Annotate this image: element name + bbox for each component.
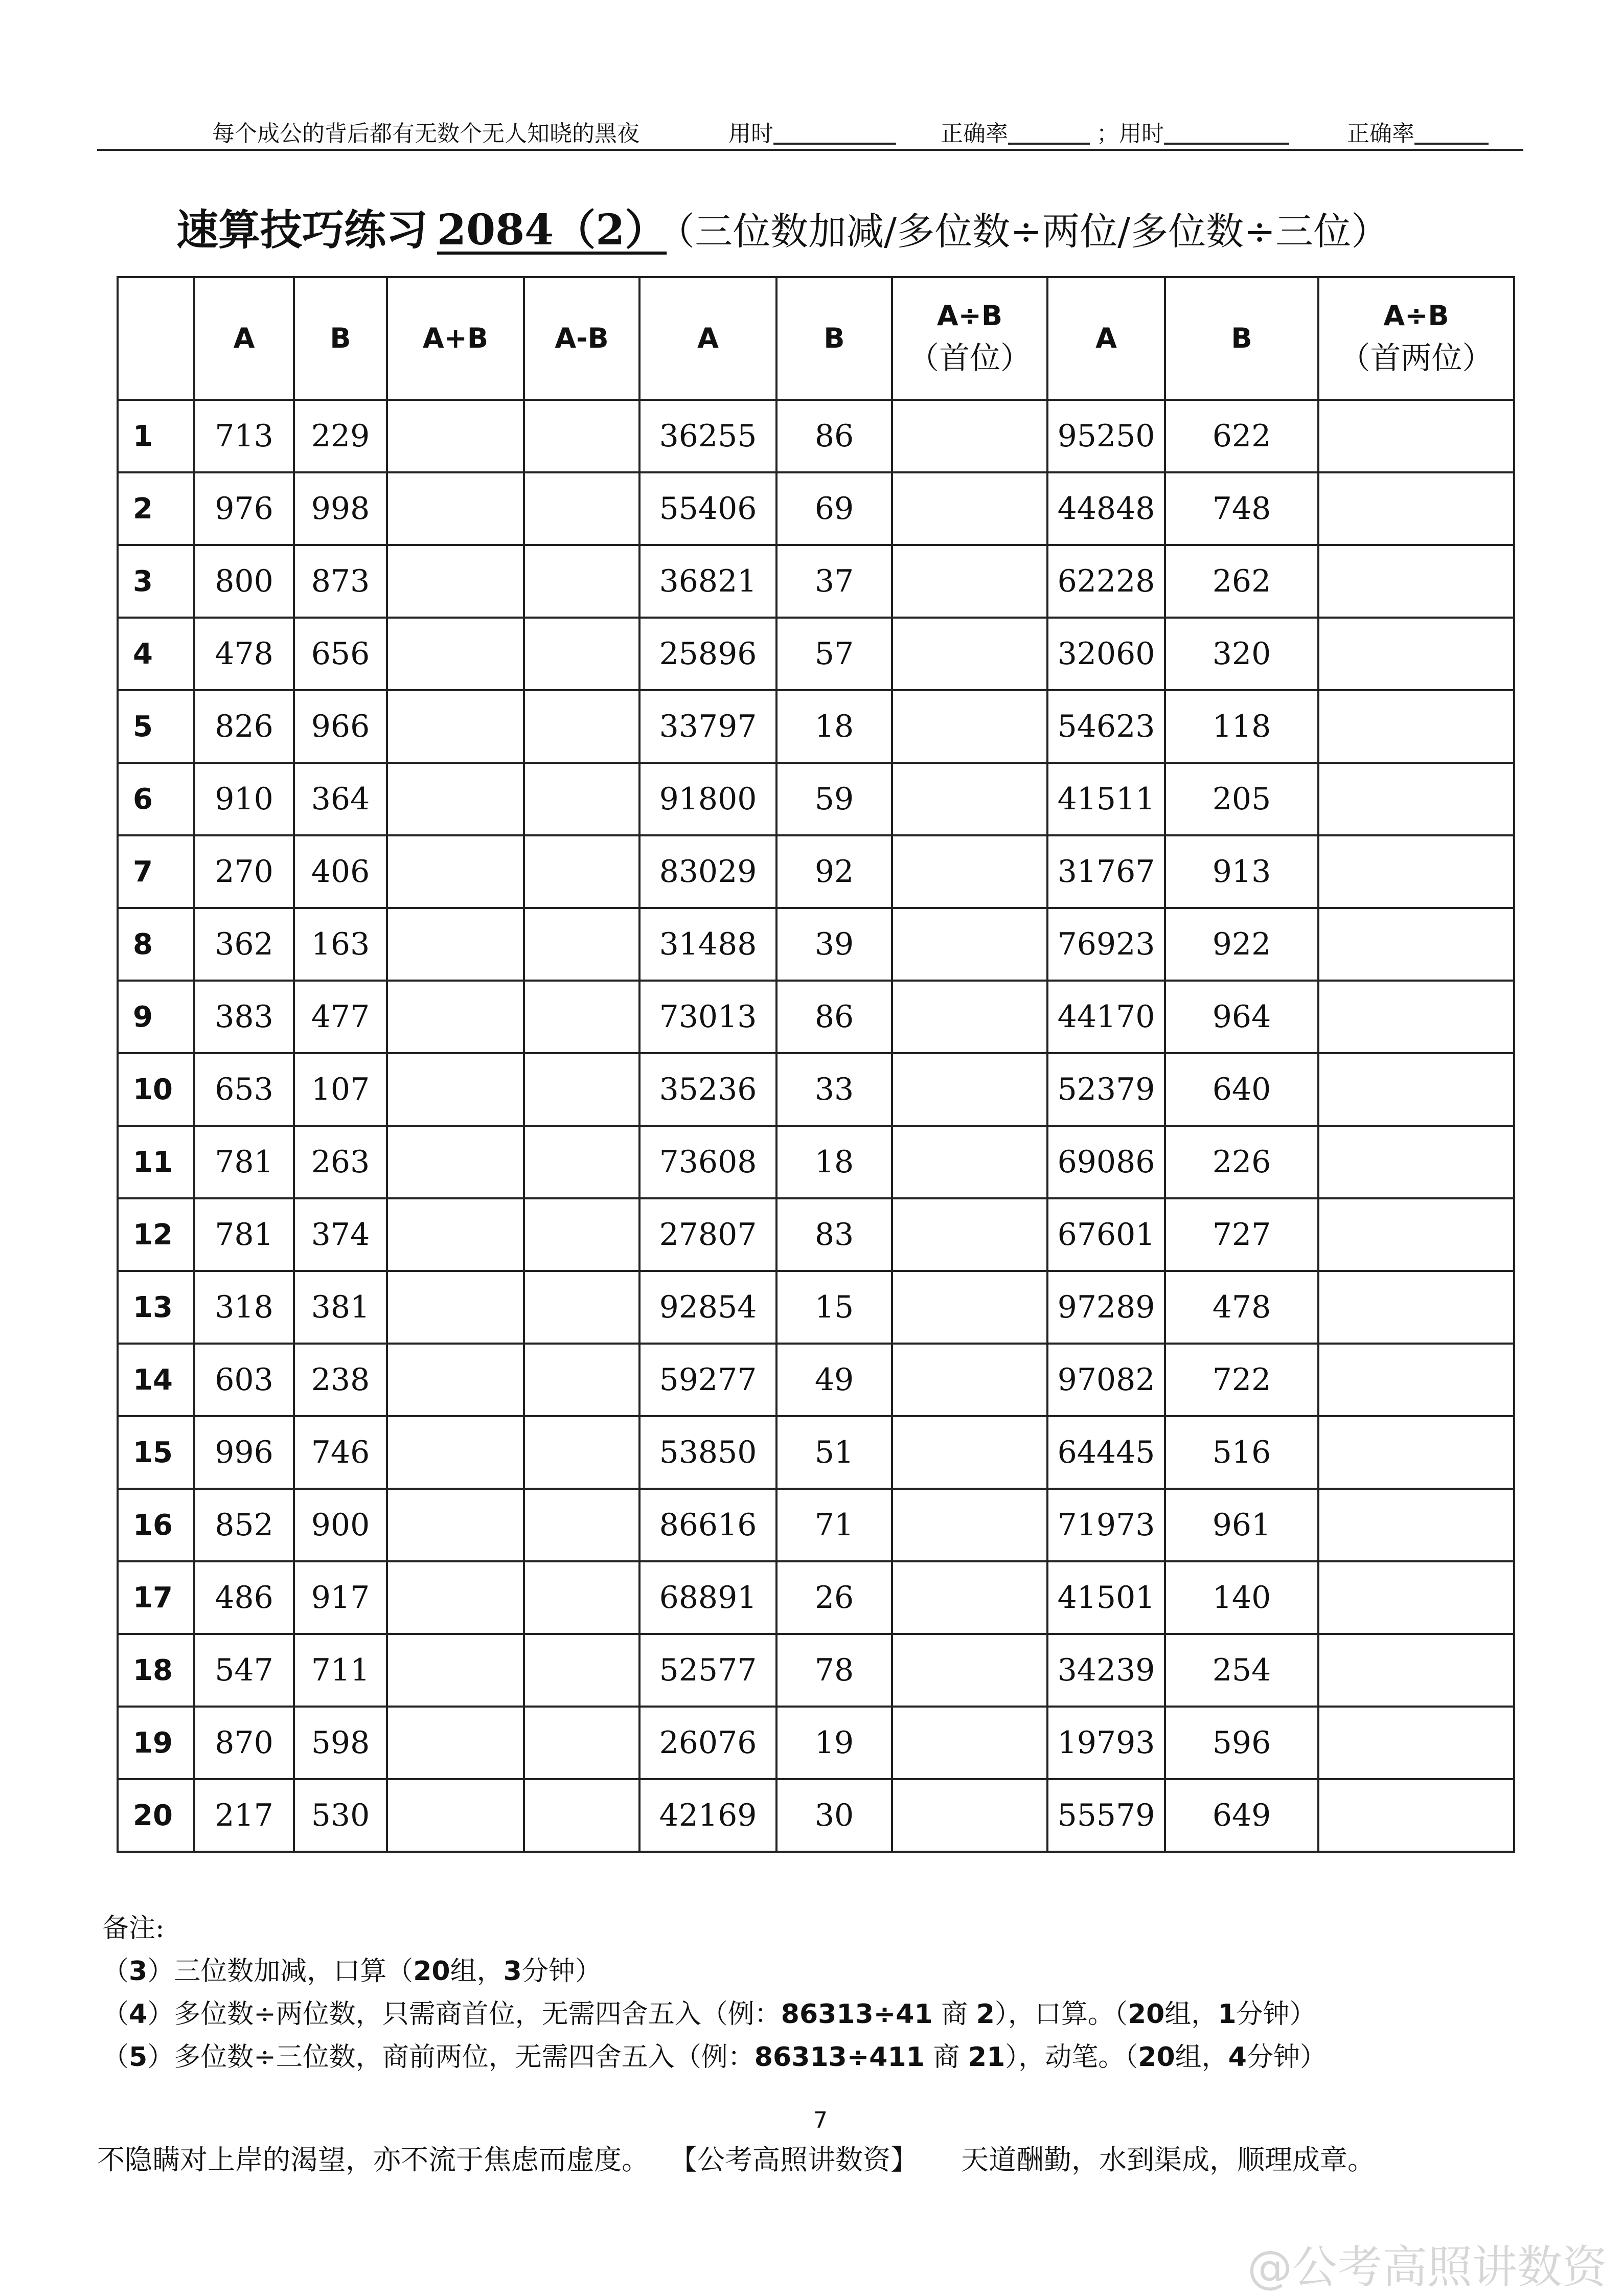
title-number: 2084（2） bbox=[437, 206, 667, 255]
header-b-add: B bbox=[294, 277, 387, 400]
cell-a3: 64445 bbox=[1047, 1416, 1165, 1489]
cell-quot1-answer[interactable] bbox=[892, 1271, 1047, 1344]
cell-b2: 69 bbox=[776, 472, 892, 545]
cell-b1: 263 bbox=[294, 1126, 387, 1198]
cell-diff-answer[interactable] bbox=[524, 835, 639, 908]
page-title bbox=[176, 197, 1389, 258]
table-row bbox=[118, 1198, 1514, 1271]
cell-a2: 91800 bbox=[639, 763, 776, 835]
cell-sum-answer[interactable] bbox=[387, 1489, 524, 1561]
cell-quot2-answer[interactable] bbox=[1318, 763, 1514, 835]
table-row bbox=[118, 545, 1514, 618]
cell-a1: 826 bbox=[194, 690, 294, 763]
cell-b3: 649 bbox=[1165, 1779, 1318, 1852]
cell-quot2-answer[interactable] bbox=[1318, 1053, 1514, 1126]
header-a-div-b-first-digit: A÷B （首位） bbox=[892, 277, 1047, 400]
header-b-div3: B bbox=[1165, 277, 1318, 400]
cell-a1: 996 bbox=[194, 1416, 294, 1489]
cell-b2: 83 bbox=[776, 1198, 892, 1271]
rownum: 3 bbox=[118, 545, 194, 618]
cell-b2: 86 bbox=[776, 400, 892, 472]
cell-a3: 19793 bbox=[1047, 1707, 1165, 1779]
cell-b1: 656 bbox=[294, 618, 387, 690]
cell-quot1-answer[interactable] bbox=[892, 1198, 1047, 1271]
cell-a1: 653 bbox=[194, 1053, 294, 1126]
table-row bbox=[118, 618, 1514, 690]
cell-a1: 318 bbox=[194, 1271, 294, 1344]
cell-quot1-answer[interactable] bbox=[892, 1126, 1047, 1198]
cell-a2: 42169 bbox=[639, 1779, 776, 1852]
cell-b1: 381 bbox=[294, 1271, 387, 1344]
cell-b1: 229 bbox=[294, 400, 387, 472]
cell-a3: 67601 bbox=[1047, 1198, 1165, 1271]
time-field-1: 用时 bbox=[728, 115, 773, 148]
cell-diff-answer[interactable] bbox=[524, 618, 639, 690]
cell-diff-answer[interactable] bbox=[524, 472, 639, 545]
cell-a1: 976 bbox=[194, 472, 294, 545]
cell-a3: 97289 bbox=[1047, 1271, 1165, 1344]
cell-quot1-answer[interactable] bbox=[892, 400, 1047, 472]
cell-sum-answer[interactable] bbox=[387, 618, 524, 690]
cell-b1: 598 bbox=[294, 1707, 387, 1779]
cell-a3: 41501 bbox=[1047, 1561, 1165, 1634]
cell-b3: 964 bbox=[1165, 981, 1318, 1053]
cell-quot2-answer[interactable] bbox=[1318, 618, 1514, 690]
cell-b1: 746 bbox=[294, 1416, 387, 1489]
cell-b2: 19 bbox=[776, 1707, 892, 1779]
cell-sum-answer[interactable] bbox=[387, 981, 524, 1053]
cell-a3: 55579 bbox=[1047, 1779, 1165, 1852]
cell-a1: 486 bbox=[194, 1561, 294, 1634]
cell-b2: 71 bbox=[776, 1489, 892, 1561]
cell-sum-answer[interactable] bbox=[387, 1344, 524, 1416]
rownum: 18 bbox=[118, 1634, 194, 1707]
cell-b1: 917 bbox=[294, 1561, 387, 1634]
cell-a3: 44170 bbox=[1047, 981, 1165, 1053]
table-row bbox=[118, 690, 1514, 763]
cell-b1: 163 bbox=[294, 908, 387, 981]
cell-a3: 54623 bbox=[1047, 690, 1165, 763]
rownum: 11 bbox=[118, 1126, 194, 1198]
cell-sum-answer[interactable] bbox=[387, 690, 524, 763]
cell-a2: 53850 bbox=[639, 1416, 776, 1489]
cell-b2: 86 bbox=[776, 981, 892, 1053]
cell-diff-answer[interactable] bbox=[524, 1416, 639, 1489]
cell-quot2-answer[interactable] bbox=[1318, 472, 1514, 545]
rownum: 19 bbox=[118, 1707, 194, 1779]
cell-a3: 31767 bbox=[1047, 835, 1165, 908]
page-header bbox=[97, 110, 1523, 151]
rownum: 7 bbox=[118, 835, 194, 908]
notes-section bbox=[102, 1907, 1327, 2079]
table-body bbox=[118, 400, 1514, 1852]
cell-b1: 238 bbox=[294, 1344, 387, 1416]
note-item-4: （4）多位数÷两位数，只需商首位，无需四舍五入（例：86313÷41 商 2），口算。（20组，1分钟） bbox=[102, 1999, 1316, 2030]
cell-sum-answer[interactable] bbox=[387, 835, 524, 908]
cell-b1: 477 bbox=[294, 981, 387, 1053]
cell-b3: 748 bbox=[1165, 472, 1318, 545]
cell-quot2-answer[interactable] bbox=[1318, 1779, 1514, 1852]
cell-quot2-answer[interactable] bbox=[1318, 1634, 1514, 1707]
cell-quot1-answer[interactable] bbox=[892, 1779, 1047, 1852]
cell-b1: 711 bbox=[294, 1634, 387, 1707]
cell-a2: 36821 bbox=[639, 545, 776, 618]
rownum: 2 bbox=[118, 472, 194, 545]
cell-a2: 92854 bbox=[639, 1271, 776, 1344]
cell-b1: 364 bbox=[294, 763, 387, 835]
rownum: 16 bbox=[118, 1489, 194, 1561]
table-row bbox=[118, 763, 1514, 835]
cell-quot1-answer[interactable] bbox=[892, 763, 1047, 835]
cell-sum-answer[interactable] bbox=[387, 1126, 524, 1198]
cell-a2: 35236 bbox=[639, 1053, 776, 1126]
title-main: 速算技巧练习 bbox=[176, 206, 428, 255]
cell-a2: 25896 bbox=[639, 618, 776, 690]
cell-quot1-answer[interactable] bbox=[892, 1634, 1047, 1707]
header-motto: 每个成公的背后都有无数个无人知晓的黑夜 bbox=[212, 121, 639, 147]
cell-b1: 900 bbox=[294, 1489, 387, 1561]
cell-a3: 34239 bbox=[1047, 1634, 1165, 1707]
cell-quot1-answer[interactable] bbox=[892, 1344, 1047, 1416]
cell-diff-answer[interactable] bbox=[524, 1344, 639, 1416]
cell-diff-answer[interactable] bbox=[524, 400, 639, 472]
table-row bbox=[118, 400, 1514, 472]
cell-b2: 30 bbox=[776, 1779, 892, 1852]
cell-a1: 781 bbox=[194, 1126, 294, 1198]
table-row bbox=[118, 1561, 1514, 1634]
cell-sum-answer[interactable] bbox=[387, 1416, 524, 1489]
cell-diff-answer[interactable] bbox=[524, 1779, 639, 1852]
cell-b2: 33 bbox=[776, 1053, 892, 1126]
cell-b1: 107 bbox=[294, 1053, 387, 1126]
table-header-row bbox=[118, 277, 1514, 400]
cell-a3: 76923 bbox=[1047, 908, 1165, 981]
note-item-5: （5）多位数÷三位数，商前两位，无需四舍五入（例：86313÷411 商 21），动笔。（20组，4分钟） bbox=[102, 2042, 1327, 2073]
table-row bbox=[118, 835, 1514, 908]
header-b-div2: B bbox=[776, 277, 892, 400]
cell-quot2-answer[interactable] bbox=[1318, 1271, 1514, 1344]
cell-a3: 62228 bbox=[1047, 545, 1165, 618]
header-index bbox=[118, 277, 194, 400]
cell-a1: 781 bbox=[194, 1198, 294, 1271]
page-number: 7 bbox=[813, 2107, 828, 2133]
cell-quot1-answer[interactable] bbox=[892, 1416, 1047, 1489]
header-a-minus-b: A-B bbox=[524, 277, 639, 400]
table-row bbox=[118, 472, 1514, 545]
cell-quot2-answer[interactable] bbox=[1318, 1489, 1514, 1561]
table-row bbox=[118, 981, 1514, 1053]
cell-diff-answer[interactable] bbox=[524, 690, 639, 763]
cell-a2: 83029 bbox=[639, 835, 776, 908]
cell-sum-answer[interactable] bbox=[387, 1634, 524, 1707]
cell-a3: 71973 bbox=[1047, 1489, 1165, 1561]
cell-b1: 966 bbox=[294, 690, 387, 763]
cell-quot2-answer[interactable] bbox=[1318, 690, 1514, 763]
notes-title: 备注: bbox=[102, 1913, 165, 1944]
header-a-plus-b: A+B bbox=[387, 277, 524, 400]
cell-diff-answer[interactable] bbox=[524, 1707, 639, 1779]
cell-b3: 722 bbox=[1165, 1344, 1318, 1416]
cell-b3: 640 bbox=[1165, 1053, 1318, 1126]
cell-diff-answer[interactable] bbox=[524, 981, 639, 1053]
cell-diff-answer[interactable] bbox=[524, 1561, 639, 1634]
header-a-div3: A bbox=[1047, 277, 1165, 400]
cell-b1: 374 bbox=[294, 1198, 387, 1271]
cell-b1: 873 bbox=[294, 545, 387, 618]
table-row bbox=[118, 1053, 1514, 1126]
cell-quot1-answer[interactable] bbox=[892, 835, 1047, 908]
cell-sum-answer[interactable] bbox=[387, 400, 524, 472]
header-a-div2: A bbox=[639, 277, 776, 400]
cell-sum-answer[interactable] bbox=[387, 545, 524, 618]
cell-b2: 18 bbox=[776, 690, 892, 763]
rownum: 9 bbox=[118, 981, 194, 1053]
cell-b2: 39 bbox=[776, 908, 892, 981]
cell-a2: 59277 bbox=[639, 1344, 776, 1416]
cell-diff-answer[interactable] bbox=[524, 1198, 639, 1271]
title-subtitle: （三位数加减/多位数÷两位/多位数÷三位） bbox=[676, 210, 1389, 254]
rownum: 10 bbox=[118, 1053, 194, 1126]
cell-quot2-answer[interactable] bbox=[1318, 400, 1514, 472]
cell-sum-answer[interactable] bbox=[387, 1779, 524, 1852]
table-row bbox=[118, 1634, 1514, 1707]
cell-sum-answer[interactable] bbox=[387, 472, 524, 545]
cell-diff-answer[interactable] bbox=[524, 908, 639, 981]
cell-quot2-answer[interactable] bbox=[1318, 908, 1514, 981]
cell-b3: 254 bbox=[1165, 1634, 1318, 1707]
cell-b2: 92 bbox=[776, 835, 892, 908]
cell-b3: 140 bbox=[1165, 1561, 1318, 1634]
cell-a3: 69086 bbox=[1047, 1126, 1165, 1198]
cell-diff-answer[interactable] bbox=[524, 1271, 639, 1344]
cell-quot1-answer[interactable] bbox=[892, 908, 1047, 981]
cell-quot1-answer[interactable] bbox=[892, 981, 1047, 1053]
cell-b3: 622 bbox=[1165, 400, 1318, 472]
cell-sum-answer[interactable] bbox=[387, 1561, 524, 1634]
cell-quot1-answer[interactable] bbox=[892, 1053, 1047, 1126]
rownum: 17 bbox=[118, 1561, 194, 1634]
cell-quot2-answer[interactable] bbox=[1318, 545, 1514, 618]
cell-quot1-answer[interactable] bbox=[892, 1707, 1047, 1779]
cell-b2: 59 bbox=[776, 763, 892, 835]
cell-b3: 226 bbox=[1165, 1126, 1318, 1198]
footer-left: 不隐瞒对上岸的渴望，亦不流于焦虑而虚度。 bbox=[97, 2144, 649, 2176]
cell-diff-answer[interactable] bbox=[524, 763, 639, 835]
cell-a3: 95250 bbox=[1047, 400, 1165, 472]
cell-b3: 922 bbox=[1165, 908, 1318, 981]
cell-diff-answer[interactable] bbox=[524, 1634, 639, 1707]
rownum: 8 bbox=[118, 908, 194, 981]
note-item-3: （3）三位数加减，口算（20组，3分钟） bbox=[102, 1956, 602, 1987]
watermark: @公考高照讲数资 bbox=[1247, 2241, 1608, 2293]
cell-a2: 73608 bbox=[639, 1126, 776, 1198]
cell-quot2-answer[interactable] bbox=[1318, 1126, 1514, 1198]
cell-diff-answer[interactable] bbox=[524, 545, 639, 618]
cell-b3: 913 bbox=[1165, 835, 1318, 908]
table-row bbox=[118, 908, 1514, 981]
cell-quot1-answer[interactable] bbox=[892, 618, 1047, 690]
cell-quot1-answer[interactable] bbox=[892, 545, 1047, 618]
cell-a2: 68891 bbox=[639, 1561, 776, 1634]
cell-a1: 478 bbox=[194, 618, 294, 690]
cell-a1: 852 bbox=[194, 1489, 294, 1561]
cell-b2: 26 bbox=[776, 1561, 892, 1634]
cell-b3: 961 bbox=[1165, 1489, 1318, 1561]
table-row bbox=[118, 1344, 1514, 1416]
cell-sum-answer[interactable] bbox=[387, 908, 524, 981]
cell-quot2-answer[interactable] bbox=[1318, 1561, 1514, 1634]
cell-b1: 406 bbox=[294, 835, 387, 908]
cell-a2: 31488 bbox=[639, 908, 776, 981]
cell-sum-answer[interactable] bbox=[387, 1053, 524, 1126]
cell-a2: 36255 bbox=[639, 400, 776, 472]
cell-a2: 26076 bbox=[639, 1707, 776, 1779]
cell-b2: 37 bbox=[776, 545, 892, 618]
cell-diff-answer[interactable] bbox=[524, 1053, 639, 1126]
accuracy-field-2: 正确率 bbox=[1347, 115, 1414, 148]
cell-a2: 73013 bbox=[639, 981, 776, 1053]
cell-b3: 478 bbox=[1165, 1271, 1318, 1344]
cell-quot1-answer[interactable] bbox=[892, 1489, 1047, 1561]
cell-quot2-answer[interactable] bbox=[1318, 1198, 1514, 1271]
table-row bbox=[118, 1489, 1514, 1561]
cell-a1: 870 bbox=[194, 1707, 294, 1779]
header-a-div-b-first-two: A÷B （首两位） bbox=[1318, 277, 1514, 400]
table-row bbox=[118, 1416, 1514, 1489]
cell-a2: 55406 bbox=[639, 472, 776, 545]
cell-b2: 78 bbox=[776, 1634, 892, 1707]
cell-a2: 33797 bbox=[639, 690, 776, 763]
cell-b1: 530 bbox=[294, 1779, 387, 1852]
cell-a3: 41511 bbox=[1047, 763, 1165, 835]
rownum: 12 bbox=[118, 1198, 194, 1271]
practice-table bbox=[117, 276, 1515, 1853]
cell-a1: 713 bbox=[194, 400, 294, 472]
cell-b2: 51 bbox=[776, 1416, 892, 1489]
cell-b2: 49 bbox=[776, 1344, 892, 1416]
cell-b3: 596 bbox=[1165, 1707, 1318, 1779]
footer-middle: 【公考高照讲数资】 bbox=[670, 2144, 918, 2176]
rownum: 4 bbox=[118, 618, 194, 690]
cell-sum-answer[interactable] bbox=[387, 1198, 524, 1271]
cell-b3: 118 bbox=[1165, 690, 1318, 763]
cell-a1: 547 bbox=[194, 1634, 294, 1707]
rownum: 5 bbox=[118, 690, 194, 763]
cell-b3: 516 bbox=[1165, 1416, 1318, 1489]
cell-a2: 27807 bbox=[639, 1198, 776, 1271]
cell-diff-answer[interactable] bbox=[524, 1126, 639, 1198]
cell-sum-answer[interactable] bbox=[387, 1707, 524, 1779]
cell-b3: 262 bbox=[1165, 545, 1318, 618]
cell-a2: 86616 bbox=[639, 1489, 776, 1561]
cell-quot2-answer[interactable] bbox=[1318, 1416, 1514, 1489]
cell-a1: 800 bbox=[194, 545, 294, 618]
cell-sum-answer[interactable] bbox=[387, 763, 524, 835]
cell-b3: 727 bbox=[1165, 1198, 1318, 1271]
cell-a1: 910 bbox=[194, 763, 294, 835]
cell-a1: 603 bbox=[194, 1344, 294, 1416]
cell-b2: 15 bbox=[776, 1271, 892, 1344]
accuracy-field-1: 正确率 bbox=[941, 115, 1008, 148]
cell-quot1-answer[interactable] bbox=[892, 690, 1047, 763]
time-field-2: ；用时 bbox=[1096, 115, 1164, 148]
rownum: 15 bbox=[118, 1416, 194, 1489]
table-row bbox=[118, 1779, 1514, 1852]
cell-a1: 270 bbox=[194, 835, 294, 908]
cell-quot2-answer[interactable] bbox=[1318, 1344, 1514, 1416]
header-a-add: A bbox=[194, 277, 294, 400]
rownum: 14 bbox=[118, 1344, 194, 1416]
cell-a3: 97082 bbox=[1047, 1344, 1165, 1416]
cell-a3: 44848 bbox=[1047, 472, 1165, 545]
cell-a3: 32060 bbox=[1047, 618, 1165, 690]
rownum: 6 bbox=[118, 763, 194, 835]
cell-a1: 217 bbox=[194, 1779, 294, 1852]
cell-b2: 18 bbox=[776, 1126, 892, 1198]
table-row bbox=[118, 1126, 1514, 1198]
cell-b3: 205 bbox=[1165, 763, 1318, 835]
cell-diff-answer[interactable] bbox=[524, 1489, 639, 1561]
rownum: 13 bbox=[118, 1271, 194, 1344]
rownum: 20 bbox=[118, 1779, 194, 1852]
cell-quot1-answer[interactable] bbox=[892, 1561, 1047, 1634]
cell-quot1-answer[interactable] bbox=[892, 472, 1047, 545]
cell-a2: 52577 bbox=[639, 1634, 776, 1707]
cell-b1: 998 bbox=[294, 472, 387, 545]
table-row bbox=[118, 1707, 1514, 1779]
cell-b3: 320 bbox=[1165, 618, 1318, 690]
cell-a1: 383 bbox=[194, 981, 294, 1053]
footer-right: 天道酬勤，水到渠成，顺理成章。 bbox=[961, 2144, 1375, 2176]
cell-b2: 57 bbox=[776, 618, 892, 690]
rownum: 1 bbox=[118, 400, 194, 472]
cell-quot2-answer[interactable] bbox=[1318, 1707, 1514, 1779]
cell-quot2-answer[interactable] bbox=[1318, 835, 1514, 908]
cell-a1: 362 bbox=[194, 908, 294, 981]
cell-quot2-answer[interactable] bbox=[1318, 981, 1514, 1053]
cell-sum-answer[interactable] bbox=[387, 1271, 524, 1344]
table-row bbox=[118, 1271, 1514, 1344]
cell-a3: 52379 bbox=[1047, 1053, 1165, 1126]
